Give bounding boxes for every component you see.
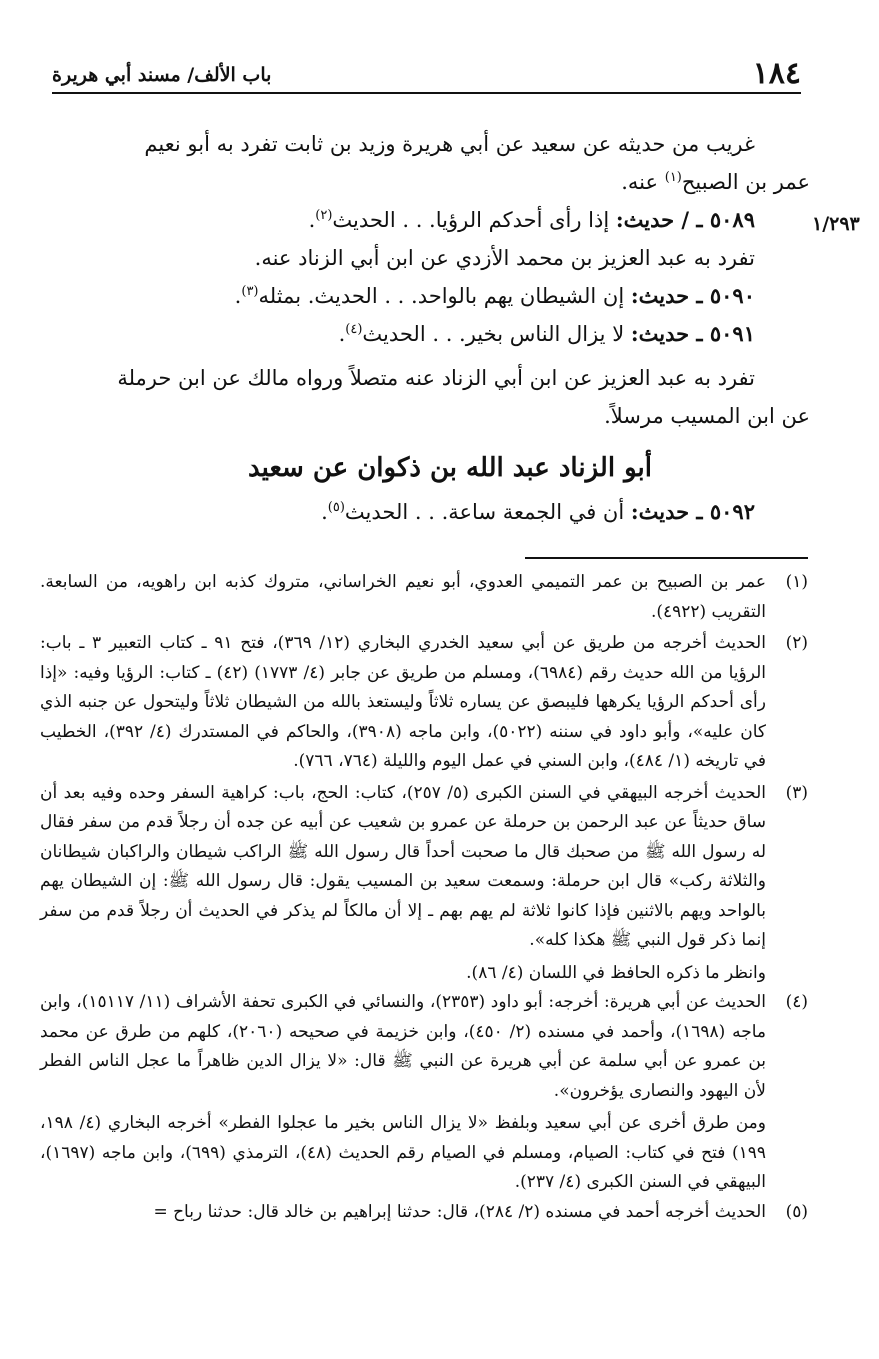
hadith-5089-note: تفرد به عبد العزيز بن محمد الأزدي عن ابن أبي الزناد عنه. [254,246,755,270]
page-header [52,58,801,94]
hadith-5090: ٥٠٩٠ ـ حديث: إن الشيطان يهم بالواحد. . . الحديث. بمثله$^{(٣)}$. [234,283,755,308]
hadith-number: ٥٠٩٢ ـ حديث: [630,499,755,524]
footnotes [40,568,808,1229]
hadith-number: ٥٠٩١ ـ حديث: [630,321,755,346]
hadith-5091-note-line-2: عن ابن المسيب مرسلاً. [604,404,810,428]
hadith-5091-note-line-1: تفرد به عبد العزيز عن ابن أبي الزناد عنه متصلاً ورواه مالك عن ابن حرملة [117,366,755,390]
main-text [70,125,810,531]
footnote-ref-1[interactable]: (١) [664,170,682,185]
footnote-4-continuation: ومن طرق أخرى عن أبي سعيد وبلفظ «لا يزال الناس بخير ما عجلوا الفطر» أخرجه البخاري (٤/ ١٩٨، ١٩٩) فتح في كتاب: الصيام، ومسلم في الصيام رقم الحديث (٤٨)، الترمذي (٦٩٩)، وابن ماجه (١٦٩٧)، البيهقي في السنن الكبرى (٤/ ٢٣٧). [40,1113,766,1192]
hadith-number: ٥٠٨٩ ـ / حديث: [615,207,755,232]
footnote-1: (١) عمر بن الصبيح بن عمر التميمي العدوي، أبو نعيم الخراساني، متروك كذبه ابن راهويه، من السابعة. التقريب (٤٩٢٢). [40,572,808,622]
hadith-5089: ٥٠٨٩ ـ / حديث: إذا رأى أحدكم الرؤيا. . . الحديث$^{(٢)}$. [308,207,755,232]
page-number: ١٨٤ [752,56,801,91]
margin-manuscript-reference: ١/٢٩٣ [812,213,860,235]
hadith-5091: ٥٠٩١ ـ حديث: لا يزال الناس بخير. . . الحديث$^{(٤)}$. [338,321,755,346]
intro-line-2: عمر بن الصبيح$^{(١)}$ عنه. [621,170,810,194]
footnote-ref-2[interactable]: (٢) [315,208,333,223]
footnote-separator [525,557,808,559]
footnote-ref-3[interactable]: (٣) [241,284,259,299]
footnote-ref-5[interactable]: (٥) [327,500,345,515]
footnote-3-continuation: وانظر ما ذكره الحافظ في اللسان (٤/ ٨٦). [466,962,766,983]
footnote-2: (٢) الحديث أخرجه من طريق عن أبي سعيد الخدري البخاري (١٢/ ٣٦٩)، فتح ٩١ ـ كتاب التعبير ٣ ـ باب: الرؤيا من الله حديث رقم (٦٩٨٤)، ومسلم من طريق عن جابر (٤/ ١٧٧٣) (٤٢) ـ كتاب: الرؤيا وفيه: «إذا رأى أحدكم الرؤيا يكرهها فليبصق عن يساره ثلاثاً وليستعذ بالله من الشيطان ثلاثاً وليتحول عن جنبه الذي كان عليه»، وأبو داود في سننه (٥٠٢٢)، وابن ماجه (٣٩٠٨)، والحاكم في المستدرك (٤/ ٣٩٢)، الخطيب في تاريخه (١/ ٤٨٤)، وابن السني في عمل اليوم والليلة (٧٦٤، ٧٦٦). [40,633,808,771]
footnote-ref-4[interactable]: (٤) [345,322,363,337]
hadith-5092: ٥٠٩٢ ـ حديث: أن في الجمعة ساعة. . . الحديث$^{(٥)}$. [321,499,755,524]
footnote-5: (٥) الحديث أخرجه أحمد في مسنده (٢/ ٢٨٤)، قال: حدثنا إبراهيم بن خالد قال: حدثنا رباح = [153,1201,808,1222]
section-title: أبو الزناد عبد الله بن ذكوان عن سعيد [247,453,653,483]
running-title: باب الألف/ مسند أبي هريرة [52,64,272,86]
footnote-4: (٤) الحديث عن أبي هريرة: أخرجه: أبو داود (٢٣٥٣)، والنسائي في الكبرى تحفة الأشراف (١١/ ١٥١١٧)، وابن ماجه (١٦٩٨)، وأحمد في مسنده (٢/ ٤٥٠)، وابن خزيمة في صحيحه (٢٠٦٠)، كلهم من طرق عن محمد بن عمرو عن أبي سلمة عن أبي هريرة عن النبي ﷺ قال: «لا يزال الدين ظاهراً ما عجل الناس الفطر لأن اليهود والنصارى يؤخرون». [40,992,808,1101]
footnote-3: (٣) الحديث أخرجه البيهقي في السنن الكبرى (٥/ ٢٥٧)، كتاب: الحج، باب: كراهية السفر وحده وفيه بعد أن ساق حديثاً عن عبد الرحمن بن حرملة عن عمرو بن شعيب عن أبيه عن جده أن رجلاً قدم من سفر فقال له رسول الله ﷺ من صحبك قال ما صحبت أحداً قال رسول الله ﷺ الراكب شيطان والراكبان شيطانان والثلاثة ركب» قال ابن حرملة: وسمعت سعيد بن المسيب يقول: قال رسول الله ﷺ: إن الشيطان يهم بالواحد ويهم بالاثنين فإذا كانوا ثلاثة لم يهم بهم ـ إلا أن مالكاً لم يذكر في الحديث أن رجلاً قدم من سفر إنما ذكر قول النبي ﷺ هكذا كله». [40,782,808,950]
hadith-number: ٥٠٩٠ ـ حديث: [630,283,755,308]
intro-line-1: غريب من حديثه عن سعيد عن أبي هريرة وزيد بن ثابت تفرد به أبو نعيم [144,132,755,156]
